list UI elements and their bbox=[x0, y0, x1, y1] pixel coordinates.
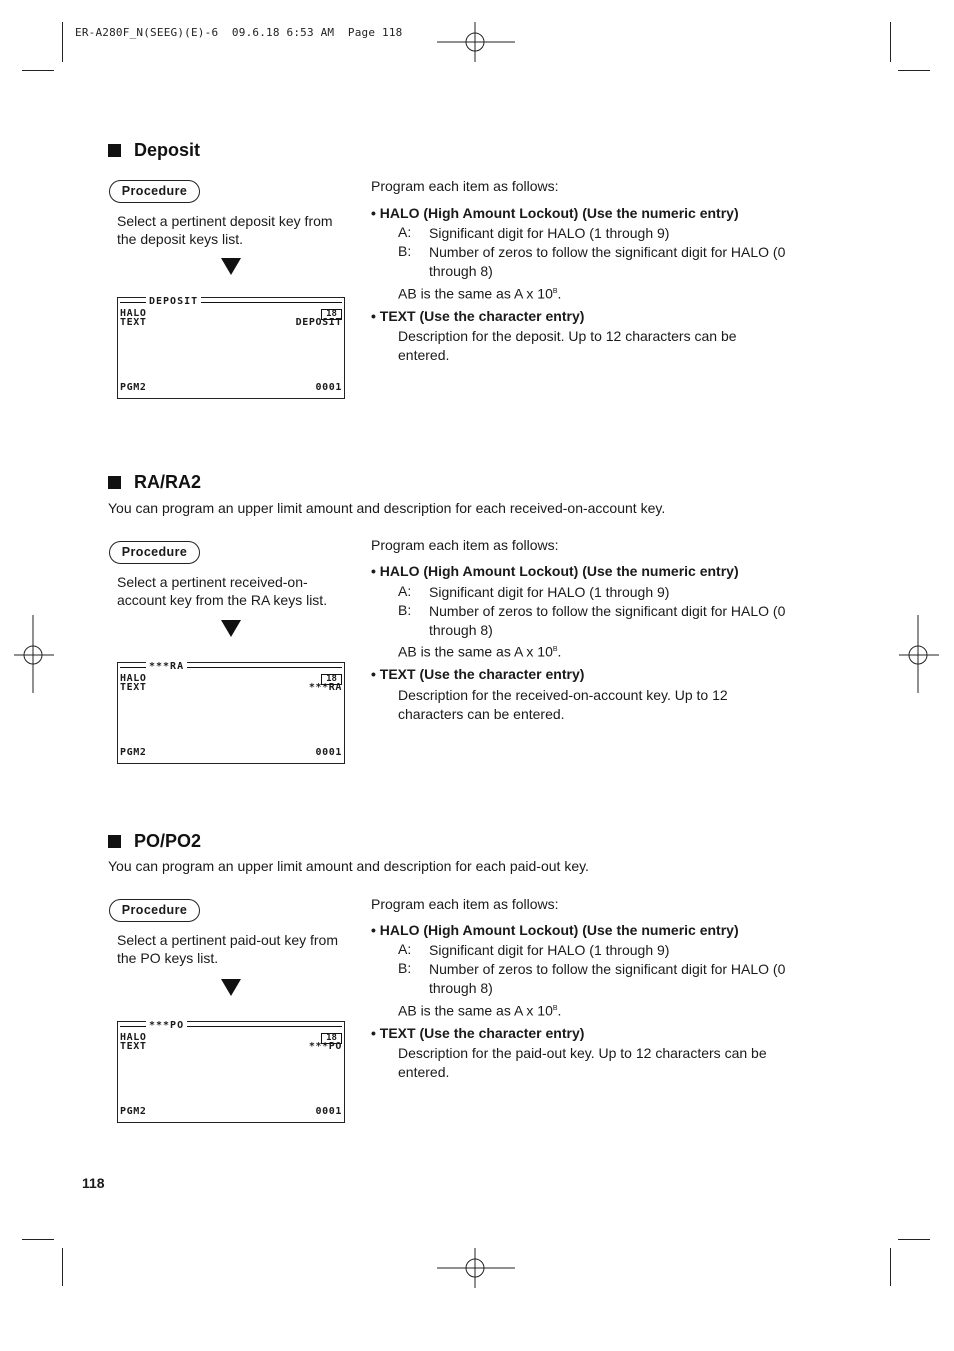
registration-mark-icon bbox=[899, 615, 939, 695]
crop-mark bbox=[62, 22, 63, 62]
crop-mark bbox=[22, 1239, 54, 1240]
text-description: Description for the deposit. Up to 12 characters can be entered. bbox=[398, 328, 737, 363]
halo-b-text: Number of zeros to follow the significant digit for HALO (0 through 8) bbox=[429, 961, 786, 996]
lcd-title: DEPOSIT bbox=[146, 296, 201, 307]
square-bullet-icon bbox=[108, 144, 121, 157]
section-intro: You can program an upper limit amount and description for each paid-out key. bbox=[108, 858, 589, 874]
ab-formula: AB is the same as A x $10^B$. bbox=[398, 285, 562, 302]
lcd-text-value: DEPOSIT bbox=[295, 317, 342, 328]
halo-a-text: Significant digit for HALO (1 through 9) bbox=[429, 584, 670, 600]
square-bullet-icon bbox=[108, 476, 121, 489]
down-arrow-icon bbox=[221, 979, 241, 996]
registration-mark-icon bbox=[437, 22, 517, 62]
crop-mark bbox=[890, 22, 891, 62]
square-bullet-icon bbox=[108, 835, 121, 848]
lcd-display bbox=[117, 662, 345, 764]
crop-mark bbox=[890, 1248, 891, 1286]
section-title: PO/PO2 bbox=[108, 831, 201, 852]
halo-heading: • HALO (High Amount Lockout) (Use the numeric entry) bbox=[371, 922, 739, 938]
program-intro: Program each item as follows: bbox=[371, 537, 559, 553]
lcd-title: ***RA bbox=[146, 661, 187, 672]
procedure-step: Select a pertinent received-on-account key from the RA keys list. bbox=[117, 574, 328, 608]
text-heading: • TEXT (Use the character entry) bbox=[371, 1025, 585, 1041]
lcd-text-value: ***PO bbox=[308, 1041, 342, 1052]
lcd-code: 0001 bbox=[315, 1106, 342, 1117]
program-intro: Program each item as follows: bbox=[371, 896, 559, 912]
text-description: Description for the received-on-account key. Up to 12 characters can be entered. bbox=[398, 687, 728, 722]
procedure-step: Select a pertinent paid-out key from the PO keys list. bbox=[117, 932, 339, 966]
lcd-mode: PGM2 bbox=[120, 1106, 147, 1117]
lcd-code: 0001 bbox=[315, 382, 342, 393]
text-heading: • TEXT (Use the character entry) bbox=[371, 308, 585, 324]
lcd-display bbox=[117, 1021, 345, 1123]
lcd-text-label: TEXT bbox=[120, 1041, 147, 1052]
lcd-title: ***PO bbox=[146, 1020, 187, 1031]
halo-a-key: A: bbox=[398, 583, 412, 599]
ab-formula: AB is the same as A x $10^B$. bbox=[398, 1002, 562, 1019]
procedure-badge: Procedure bbox=[109, 541, 200, 564]
page-number: 118 bbox=[82, 1175, 105, 1191]
lcd-halo-label: HALO bbox=[120, 1032, 147, 1043]
lcd-text-label: TEXT bbox=[120, 682, 147, 693]
down-arrow-icon bbox=[221, 258, 241, 275]
lcd-text-value: ***RA bbox=[308, 682, 342, 693]
lcd-halo-value: 18 bbox=[321, 1033, 342, 1044]
halo-a-text: Significant digit for HALO (1 through 9) bbox=[429, 225, 670, 241]
halo-a-text: Significant digit for HALO (1 through 9) bbox=[429, 942, 670, 958]
halo-heading: • HALO (High Amount Lockout) (Use the numeric entry) bbox=[371, 205, 739, 221]
halo-a-key: A: bbox=[398, 941, 412, 957]
halo-b-text: Number of zeros to follow the significant digit for HALO (0 through 8) bbox=[429, 244, 786, 279]
registration-mark-icon bbox=[14, 615, 54, 695]
print-header: ER-A280F_N(SEEG)(E)-6 09.6.18 6:53 AM Page 118 bbox=[75, 26, 403, 39]
lcd-code: 0001 bbox=[315, 747, 342, 758]
halo-b-text: Number of zeros to follow the significant digit for HALO (0 through 8) bbox=[429, 603, 786, 638]
text-description: Description for the paid-out key. Up to 12 characters can be entered. bbox=[398, 1045, 767, 1080]
section-title: Deposit bbox=[108, 140, 200, 161]
halo-heading: • HALO (High Amount Lockout) (Use the numeric entry) bbox=[371, 563, 739, 579]
section-intro: You can program an upper limit amount and description for each received-on-account key. bbox=[108, 500, 666, 516]
procedure-badge: Procedure bbox=[109, 899, 200, 922]
program-intro: Program each item as follows: bbox=[371, 178, 559, 194]
halo-b-key: B: bbox=[398, 243, 412, 259]
halo-b-key: B: bbox=[398, 960, 412, 976]
lcd-halo-label: HALO bbox=[120, 673, 147, 684]
halo-a-key: A: bbox=[398, 224, 412, 240]
lcd-halo-value: 18 bbox=[321, 309, 342, 320]
lcd-display bbox=[117, 297, 345, 399]
text-heading: • TEXT (Use the character entry) bbox=[371, 666, 585, 682]
crop-mark bbox=[898, 70, 930, 71]
crop-mark bbox=[22, 70, 54, 71]
procedure-step: Select a pertinent deposit key from the deposit keys list. bbox=[117, 213, 333, 247]
down-arrow-icon bbox=[221, 620, 241, 637]
section-title: RA/RA2 bbox=[108, 472, 201, 493]
lcd-halo-value: 18 bbox=[321, 674, 342, 685]
lcd-halo-label: HALO bbox=[120, 308, 147, 319]
lcd-mode: PGM2 bbox=[120, 747, 147, 758]
crop-mark bbox=[898, 1239, 930, 1240]
registration-mark-icon bbox=[437, 1248, 517, 1288]
lcd-text-label: TEXT bbox=[120, 317, 147, 328]
lcd-mode: PGM2 bbox=[120, 382, 147, 393]
crop-mark bbox=[62, 1248, 63, 1286]
halo-b-key: B: bbox=[398, 602, 412, 618]
procedure-badge: Procedure bbox=[109, 180, 200, 203]
ab-formula: AB is the same as A x $10^B$. bbox=[398, 643, 562, 660]
